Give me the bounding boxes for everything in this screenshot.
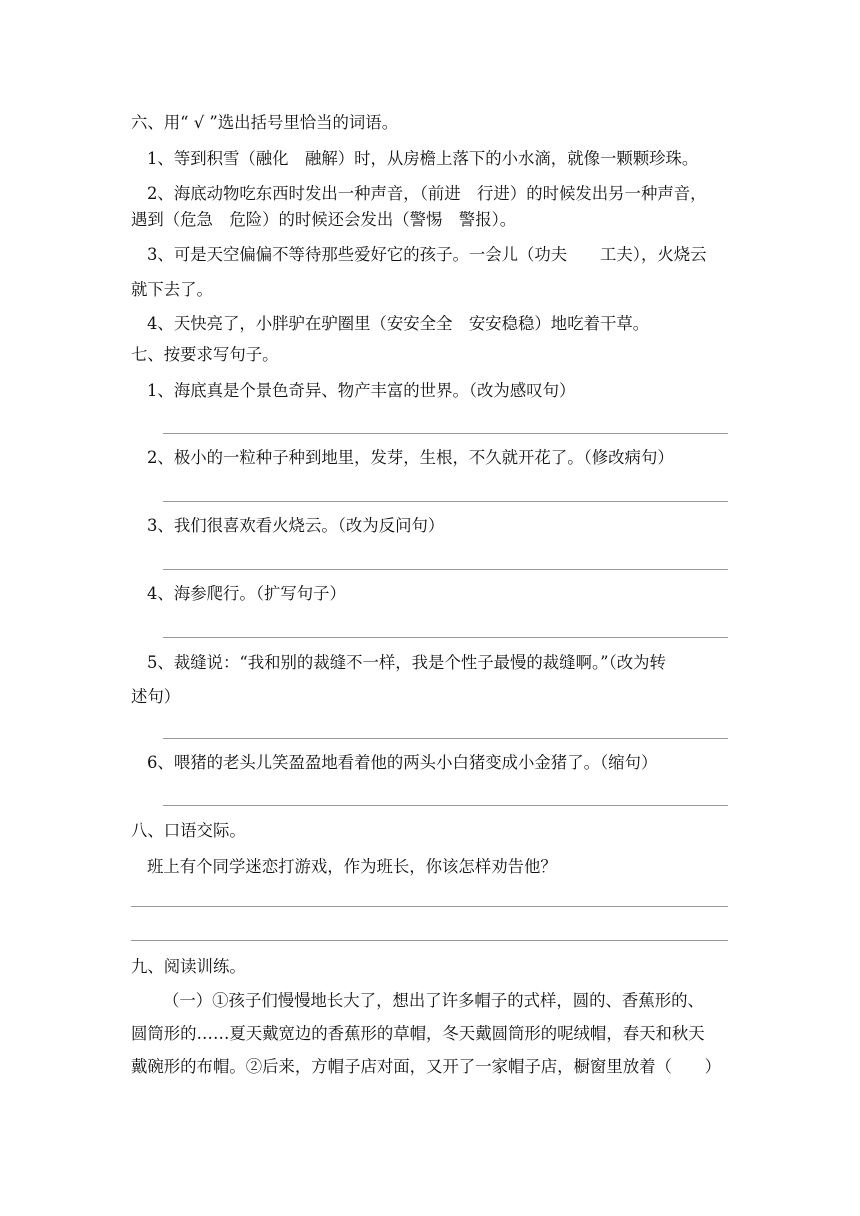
- question-6-2-line-1: 2、海底动物吃东西时发出一种声音，（前进 行进）的时候发出另一种声音，: [147, 184, 707, 203]
- question-6-4-line-1: 4、天快亮了，小胖驴在驴圈里（安安全全 安安稳稳）地吃着干草。: [147, 314, 650, 333]
- question-6-1-line-1: 1、等到积雪（融化 融解）时，从房檐上落下的小水滴，就像一颗颗珍珠。: [147, 149, 699, 168]
- question-6-2-line-2: 遇到（危急 危险）的时候还会发出（警惕 警报）。: [131, 210, 517, 229]
- answer-line-7-4[interactable]: [163, 637, 728, 638]
- answer-line-7-5[interactable]: [163, 738, 728, 739]
- answer-line-8-2[interactable]: [131, 940, 728, 941]
- reading-passage-line-1: （一）①孩子们慢慢地长大了，想出了许多帽子的式样，圆的、香蕉形的、: [163, 991, 704, 1010]
- question-7-2: 2、极小的一粒种子种到地里，发芽，生根，不久就开花了。（修改病句）: [147, 448, 674, 467]
- section-heading-8: 八、口语交际。: [131, 821, 246, 840]
- question-6-3-line-2: 就下去了。: [131, 280, 213, 299]
- answer-line-7-3[interactable]: [163, 569, 728, 570]
- question-7-3: 3、我们很喜欢看火烧云。（改为反问句）: [147, 516, 445, 535]
- answer-line-7-2[interactable]: [163, 501, 728, 502]
- reading-passage-line-3: 戴碗形的布帽。②后来，方帽子店对面，又开了一家帽子店，橱窗里放着（ ）: [131, 1057, 722, 1076]
- question-7-1: 1、海底真是个景色奇异、物产丰富的世界。（改为感叹句）: [147, 381, 576, 400]
- question-7-5-line-2: 述句）: [131, 687, 181, 706]
- reading-passage-line-2: 圆筒形的……夏天戴宽边的香蕉形的草帽，冬天戴圆筒形的呢绒帽，春天和秋天: [131, 1024, 705, 1043]
- oral-prompt: 班上有个同学迷恋打游戏，作为班长，你该怎样劝告他？: [147, 857, 557, 876]
- question-7-5-line-1: 5、裁缝说：“我和别的裁缝不一样，我是个性子最慢的裁缝啊。”（改为转: [147, 653, 666, 672]
- question-7-6: 6、喂猪的老头儿笑盈盈地看着他的两头小白猪变成小金猪了。（缩句）: [147, 753, 658, 772]
- section-heading-6: 六、用“ √ ”选出括号里恰当的词语。: [131, 113, 399, 132]
- answer-line-7-1[interactable]: [163, 433, 728, 434]
- section-heading-7: 七、按要求写句子。: [131, 345, 279, 364]
- section-heading-9: 九、阅读训练。: [131, 957, 246, 976]
- answer-line-8-1[interactable]: [131, 906, 728, 907]
- answer-line-7-6[interactable]: [163, 805, 728, 806]
- question-7-4: 4、海参爬行。（扩写句子）: [147, 584, 346, 603]
- question-6-3-line-1: 3、可是天空偏偏不等待那些爱好它的孩子。一会儿（功夫 工夫），火烧云: [147, 245, 707, 264]
